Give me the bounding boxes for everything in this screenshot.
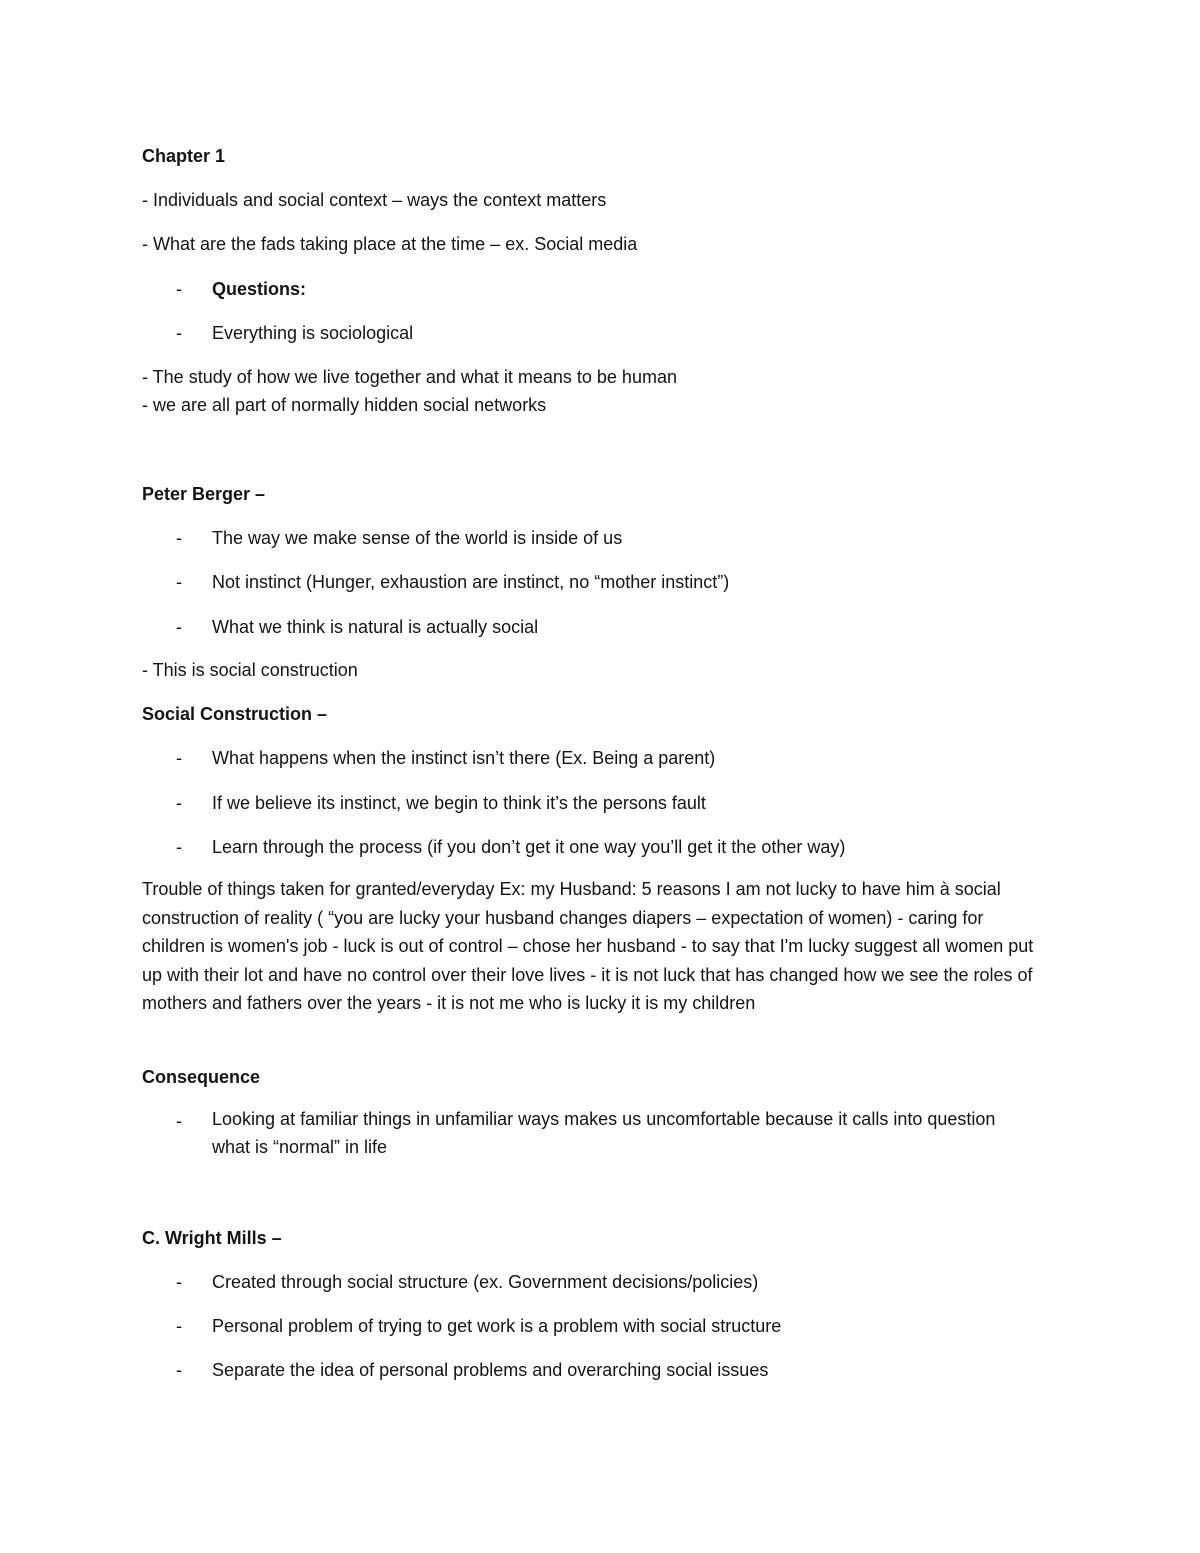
bullet-mark: - <box>176 617 182 637</box>
section-heading-mills: C. Wright Mills – <box>142 1228 282 1248</box>
bullet-text: Looking at familiar things in unfamiliar ways makes us uncomfortable because it calls into question what is “normal” in life <box>212 1109 996 1157</box>
section-heading-berger: Peter Berger – <box>142 484 266 504</box>
bullet-mark: - <box>176 279 182 299</box>
bullet-text: Everything is sociological <box>212 323 414 343</box>
bullet-text: Questions: <box>212 279 307 299</box>
bullet-text: If we believe its instinct, we begin to think it’s the persons fault <box>212 793 706 813</box>
bullet-mark: - <box>176 572 182 592</box>
body-paragraph: Trouble of things taken for granted/everyday Ex: my Husband: 5 reasons I am not lucky to have him à social construction of reality ( “you are lucky your husband changes diapers – expectation of women) - caring for children is women's job - luck is out of control – chose her husband - to say that I'm lucky suggest all women put up with their lot and have no control over their love lives - it is not luck that has changed how we see the roles of mothers and fathers over the years - it is not me who is lucky it is my children <box>142 879 1034 1014</box>
text-line: - What are the fads taking place at the time – ex. Social media <box>142 234 638 254</box>
bullet-mark: - <box>176 1316 182 1336</box>
bullet-text: Learn through the process (if you don’t get it one way you’ll get it the other way) <box>212 837 846 857</box>
bullet-mark: - <box>176 793 182 813</box>
chapter-title: Chapter 1 <box>142 146 226 166</box>
bullet-mark: - <box>176 1111 182 1131</box>
section-heading-consequence: Consequence <box>142 1067 261 1087</box>
bullet-text: Created through social structure (ex. Government decisions/policies) <box>212 1272 759 1292</box>
bullet-text: What happens when the instinct isn’t there (Ex. Being a parent) <box>212 748 716 768</box>
bullet-text: Personal problem of trying to get work is a problem with social structure <box>212 1316 782 1336</box>
bullet-text: The way we make sense of the world is inside of us <box>212 528 623 548</box>
text-line: - This is social construction <box>142 660 358 680</box>
bullet-mark: - <box>176 1272 182 1292</box>
bullet-mark: - <box>176 323 182 343</box>
bullet-mark: - <box>176 528 182 548</box>
text-line: - we are all part of normally hidden social networks <box>142 395 547 415</box>
bullet-text: Not instinct (Hunger, exhaustion are instinct, no “mother instinct”) <box>212 572 730 592</box>
section-heading-social-construction: Social Construction – <box>142 704 328 724</box>
bullet-text: Separate the idea of personal problems and overarching social issues <box>212 1360 769 1380</box>
bullet-mark: - <box>176 837 182 857</box>
bullet-text: What we think is natural is actually social <box>212 617 539 637</box>
bullet-mark: - <box>176 748 182 768</box>
bullet-mark: - <box>176 1360 182 1380</box>
text-line: - The study of how we live together and what it means to be human <box>142 367 677 387</box>
text-line: - Individuals and social context – ways the context matters <box>142 190 607 210</box>
